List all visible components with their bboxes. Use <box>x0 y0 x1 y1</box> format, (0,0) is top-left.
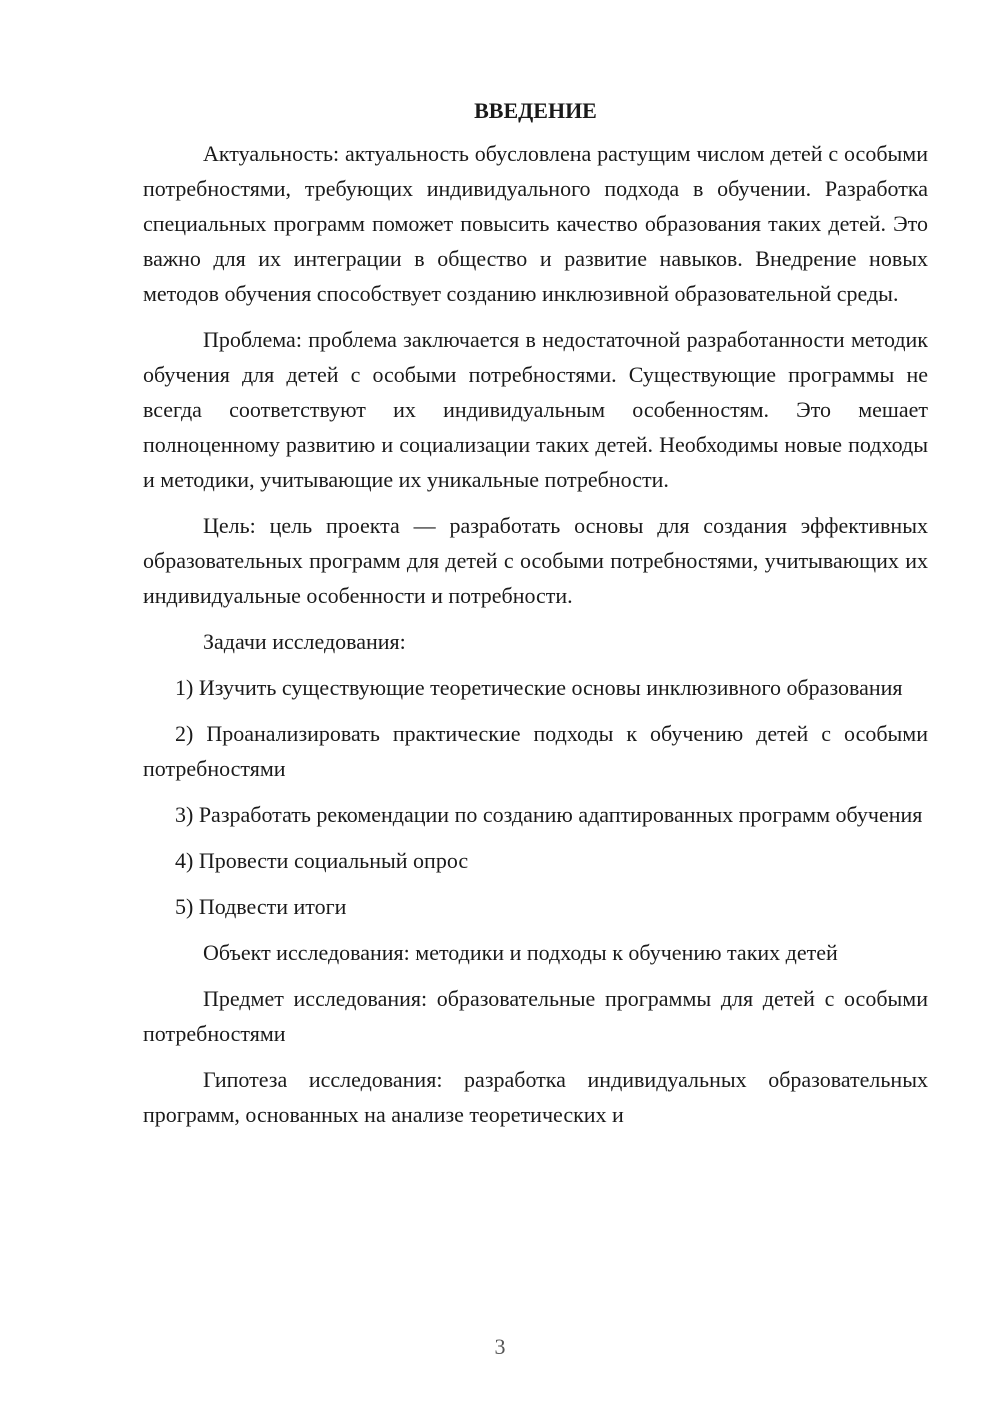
paragraph-subject: Предмет исследования: образовательные программы для детей с особыми потребностями <box>143 986 928 1046</box>
page-title: ВВЕДЕНИЕ <box>474 98 597 123</box>
task-item-1: 1) Изучить существующие теоретические основы инклюзивного образования <box>175 675 903 700</box>
document-page <box>143 96 928 1143</box>
task-item-4: 4) Провести социальный опрос <box>175 848 469 873</box>
paragraph-object: Объект исследования: методики и подходы к обучению таких детей <box>203 940 838 965</box>
paragraph-goal: Цель: цель проекта — разработать основы для создания эффективных образовательных программ для детей с особыми потребностями, учитывающих их индивидуальные особенности и потребности. <box>143 513 928 608</box>
task-item-3: 3) Разработать рекомендации по созданию адаптированных программ обучения <box>175 802 923 827</box>
paragraph-hypothesis: Гипотеза исследования: разработка индивидуальных образовательных программ, основанных на анализе теоретических и <box>143 1067 928 1127</box>
paragraph-problem: Проблема: проблема заключается в недостаточной разработанности методик обучения для детей с особыми потребностями. Существующие программы не всегда соответствуют их индивидуальным особенностям. Это мешает полноценному развитию и социализации таких детей. Необходимы новые подходы и методики, учитывающие их уникальные потребности. <box>143 327 928 492</box>
page-number: 3 <box>494 1334 506 1359</box>
paragraph-relevance: Актуальность: актуальность обусловлена растущим числом детей с особыми потребностями, требующих индивидуального подхода в обучении. Разработка специальных программ поможет повысить качество образования таких детей. Это важно для их интеграции в общество и развитие навыков. Внедрение новых методов обучения способствует созданию инклюзивной образовательной среды. <box>143 141 928 306</box>
task-item-5: 5) Подвести итоги <box>175 894 347 919</box>
paragraph-tasks-title: Задачи исследования: <box>203 629 406 654</box>
task-item-2: 2) Проанализировать практические подходы к обучению детей с особыми потребностями <box>143 721 928 781</box>
